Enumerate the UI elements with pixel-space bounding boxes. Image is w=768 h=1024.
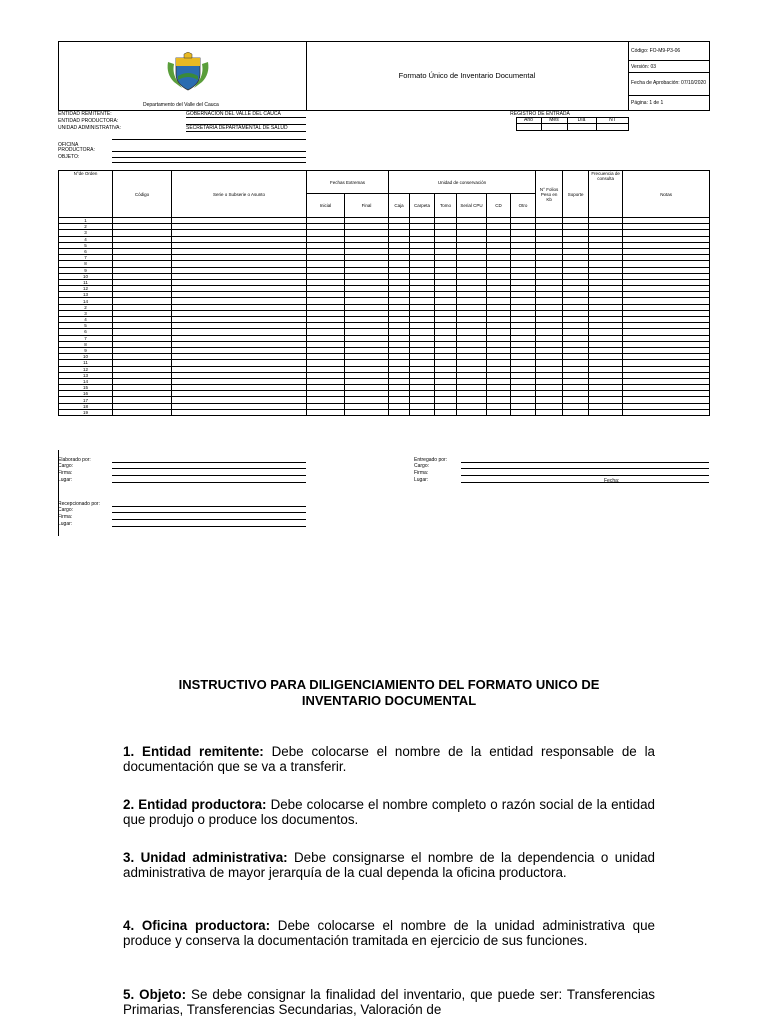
row-number: 5 [59, 242, 113, 248]
row-number: 13 [59, 372, 113, 378]
entregado-cargo-label: Cargo: [414, 463, 430, 469]
col-header-unidad: Unidad de conservación [389, 171, 536, 194]
table-cell[interactable] [623, 409, 710, 415]
entregado-lugar-label: Lugar: [414, 477, 429, 483]
instruction-item-1: 1. Entidad remitente: Debe colocarse el nombre de la entidad responsable de la documentación que se va a transferir. [123, 744, 655, 774]
table-cell[interactable] [487, 409, 511, 415]
instruction-item-4: 4. Oficina productora: Debe colocarse el nombre de la unidad administrativa que produce y conserva la documentación tramitada en ejercicio de sus funciones. [123, 918, 655, 948]
col-header-orden: N°de Orden [59, 171, 113, 218]
entidad-remitente-value[interactable]: GOBERNACION DEL VALLE DEL CAUCA [186, 111, 281, 117]
registro-day: Día [577, 117, 586, 123]
row-number: 3 [59, 310, 113, 316]
entregado-fecha-label: Fecha: [604, 478, 620, 484]
col-header-cd: CD [487, 194, 511, 218]
instructions-title-line1: INSTRUCTIVO PARA DILIGENCIAMIENTO DEL FORMATO UNICO DE [178, 677, 600, 692]
form-version: Versión: 03 [631, 64, 657, 70]
entregado-label: Entregado por: [414, 457, 448, 463]
elaborado-cargo-label: Cargo: [58, 463, 74, 469]
table-cell[interactable] [113, 409, 172, 415]
row-number: 11 [59, 279, 113, 285]
col-header-caja: Caja [389, 194, 410, 218]
instruction-item-2: 2. Entidad productora: Debe colocarse el nombre completo o razón social de la entidad que produjo o produce los documentos. [123, 797, 655, 827]
objeto-label: OBJETO: [58, 154, 80, 160]
table-cell[interactable] [457, 409, 487, 415]
col-header-serie: Serie o Subserie o Asunto [172, 171, 307, 218]
row-number: 7 [59, 255, 113, 261]
unidad-administrativa-value[interactable]: SECRETARIA DEPARTAMENTAL DE SALUD [186, 125, 288, 131]
department-coat-of-arms-icon [164, 52, 212, 92]
col-header-fechas: Fechas Extremas [307, 171, 389, 194]
recepcionado-cargo-label: Cargo: [58, 507, 74, 513]
instructions-title-line2: INVENTARIO DOCUMENTAL [301, 693, 477, 708]
col-header-carpeta: Carpeta [410, 194, 435, 218]
row-number: 8 [59, 261, 113, 267]
table-cell[interactable] [345, 409, 389, 415]
row-number: 2 [59, 224, 113, 230]
row-number: 13 [59, 292, 113, 298]
oficina-productora-label-2: PRODUCTORA: [58, 147, 95, 153]
inventory-rows [59, 218, 710, 416]
col-header-final: Final [345, 194, 389, 218]
row-number: 9 [59, 267, 113, 273]
elaborado-firma-label: Firma: [58, 470, 73, 476]
table-cell[interactable] [511, 409, 536, 415]
row-number: 18 [59, 403, 113, 409]
row-number: 15 [59, 385, 113, 391]
row-number: 3 [59, 230, 113, 236]
table-cell[interactable] [536, 409, 563, 415]
table-cell[interactable] [563, 409, 589, 415]
entregado-firma-label: Firma: [414, 470, 429, 476]
row-number: 10 [59, 354, 113, 360]
row-number: 8 [59, 341, 113, 347]
col-header-folios: N° Folios Peso en Kb [536, 171, 563, 218]
instructions-section [123, 677, 655, 1017]
row-number: 7 [59, 335, 113, 341]
row-number: 19 [59, 409, 113, 415]
row-number: 12 [59, 286, 113, 292]
recepcionado-firma-label: Firma: [58, 514, 73, 520]
registro-nt: NT [609, 117, 616, 123]
table-cell[interactable] [589, 409, 623, 415]
row-number: 4 [59, 236, 113, 242]
col-header-tomo: Tomo [435, 194, 457, 218]
recepcionado-label: Recepcionado por: [58, 501, 100, 507]
col-header-codigo: Código [113, 171, 172, 218]
col-header-otro: Otro [511, 194, 536, 218]
row-number: 14 [59, 378, 113, 384]
col-header-notas: Notas [623, 171, 710, 218]
registro-entrada-title: REGISTRO DE ENTRADA [510, 111, 570, 117]
form-code: Código: FO-M9-P3-06 [631, 48, 681, 54]
col-header-soporte: Soporte [563, 171, 589, 218]
row-number: 1 [59, 218, 113, 224]
row-number: 11 [59, 360, 113, 366]
recepcionado-lugar-label: Lugar: [58, 521, 73, 527]
entidad-productora-label: ENTIDAD PRODUCTORA: [58, 118, 119, 124]
elaborado-label: Elaborado por: [58, 457, 91, 463]
row-number: 10 [59, 273, 113, 279]
table-cell[interactable] [389, 409, 410, 415]
inventory-table [58, 170, 710, 416]
department-caption: Departamento del Valle del Cauca [143, 102, 219, 108]
col-header-frecuencia: Frecuencia de consulta [589, 171, 623, 218]
row-number: 6 [59, 248, 113, 254]
row-number: 14 [59, 298, 113, 304]
table-cell[interactable] [172, 409, 307, 415]
col-header-inicial: Inicial [307, 194, 345, 218]
table-cell[interactable] [435, 409, 457, 415]
row-number: 9 [59, 347, 113, 353]
instruction-item-5: 5. Objeto: Se debe consignar la finalidad del inventario, que puede ser: Transferencias Primarias, Transferencias Secundarias, Valoración de [123, 987, 655, 1017]
form-title: Formato Único de Inventario Documental [398, 71, 536, 80]
page-number: Página: 1 de 1 [631, 100, 664, 106]
table-row [59, 409, 710, 415]
row-number: 2 [59, 304, 113, 310]
table-cell[interactable] [410, 409, 435, 415]
row-number: 17 [59, 397, 113, 403]
registro-year: Año [524, 117, 533, 123]
instruction-item-3: 3. Unidad administrativa: Debe consignarse el nombre de la dependencia o unidad administrativa de mayor jerarquía de la cual dependa la oficina productora. [123, 850, 655, 880]
oficina-productora-label-1: OFICINA [58, 142, 79, 148]
row-number: 4 [59, 317, 113, 323]
registro-month: Mes [549, 117, 559, 123]
row-number: 5 [59, 323, 113, 329]
unidad-administrativa-label: UNIDAD ADMINISTRATIVA: [58, 125, 121, 131]
approval-date: Fecha de Aprobación: 07/10/2020 [631, 80, 707, 86]
row-number: 12 [59, 366, 113, 372]
row-number: 6 [59, 329, 113, 335]
col-header-serial: Serial CPU [457, 194, 487, 218]
entidad-remitente-label: ENTIDAD REMITENTE: [58, 111, 112, 117]
row-number: 16 [59, 391, 113, 397]
elaborado-lugar-label: Lugar: [58, 477, 73, 483]
table-cell[interactable] [307, 409, 345, 415]
